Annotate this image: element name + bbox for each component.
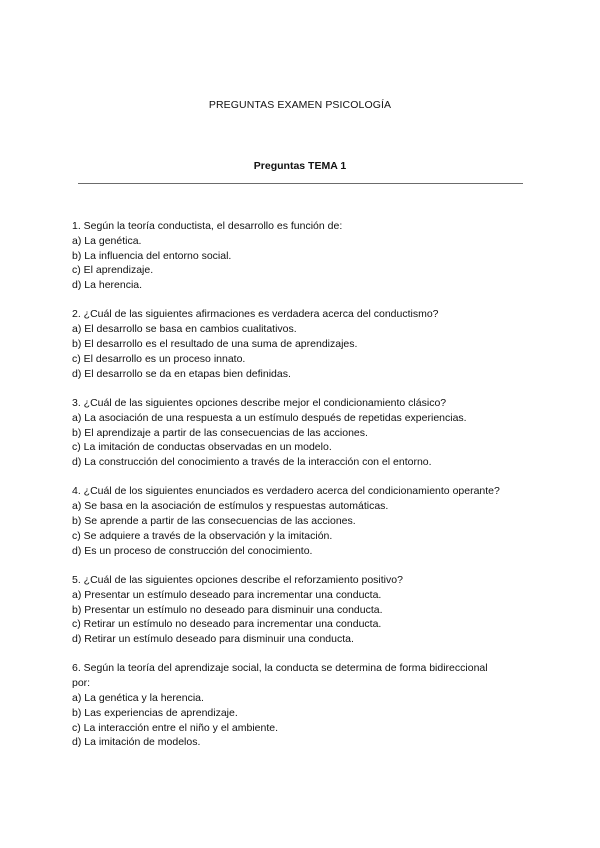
question-text: 6. Según la teoría del aprendizaje social, la conducta se determina de forma bidireccional (72, 662, 488, 675)
answer-option-d: d) Es un proceso de construcción del conocimiento. (72, 544, 313, 557)
question-text: 4. ¿Cuál de los siguientes enunciados es verdadero acerca del condicionamiento operante? (72, 485, 500, 498)
document-title: PREGUNTAS EXAMEN PSICOLOGÍA (208, 99, 392, 111)
question-5 (72, 573, 532, 647)
answer-option-d: d) La herencia. (72, 279, 143, 292)
answer-option-a: a) El desarrollo se basa en cambios cualitativos. (72, 323, 297, 336)
section-title: Preguntas TEMA 1 (253, 160, 347, 172)
answer-option-c: c) La interacción entre el niño y el ambiente. (72, 721, 279, 734)
answer-option-c: c) El desarrollo es un proceso innato. (72, 352, 246, 365)
answer-option-a: a) La genética. (72, 234, 142, 247)
answer-option-c: c) Retirar un estímulo no deseado para incrementar una conducta. (72, 618, 382, 631)
answer-option-b: b) El aprendizaje a partir de las consecuencias de las acciones. (72, 426, 368, 439)
answer-option-c: c) Se adquiere a través de la observación y la imitación. (72, 529, 333, 542)
answer-option-d: d) Retirar un estímulo deseado para disminuir una conducta. (72, 633, 354, 646)
question-4 (72, 484, 532, 558)
answer-option-b: b) Presentar un estímulo no deseado para disminuir una conducta. (72, 603, 383, 616)
answer-option-b: b) El desarrollo es el resultado de una suma de aprendizajes. (72, 338, 358, 351)
answer-option-a: a) La genética y la herencia. (72, 692, 204, 705)
question-text: 1. Según la teoría conductista, el desarrollo es función de: (72, 220, 343, 232)
answer-option-b: b) La influencia del entorno social. (72, 249, 232, 262)
question-text: 2. ¿Cuál de las siguientes afirmaciones es verdadera acerca del conductismo? (72, 308, 439, 321)
question-2 (72, 307, 532, 381)
question-text-continued: por: (72, 677, 91, 690)
answer-option-a: a) La asociación de una respuesta a un estímulo después de repetidas experiencias. (72, 411, 467, 424)
question-1 (72, 219, 532, 293)
answer-option-d: d) El desarrollo se da en etapas bien definidas. (72, 367, 291, 380)
answer-option-c: c) El aprendizaje. (72, 264, 154, 277)
question-text: 3. ¿Cuál de las siguientes opciones describe mejor el condicionamiento clásico? (72, 396, 447, 409)
answer-option-d: d) La imitación de modelos. (72, 736, 201, 749)
answer-option-a: a) Presentar un estímulo deseado para incrementar una conducta. (72, 588, 382, 601)
question-text: 5. ¿Cuál de las siguientes opciones describe el reforzamiento positivo? (72, 573, 403, 586)
question-3 (72, 396, 532, 470)
horizontal-rule (78, 183, 523, 184)
answer-option-c: c) La imitación de conductas observadas en un modelo. (72, 441, 332, 454)
question-6 (72, 661, 532, 750)
answer-option-d: d) La construcción del conocimiento a través de la interacción con el entorno. (72, 456, 432, 469)
question-list (72, 219, 532, 765)
answer-option-b: b) Se aprende a partir de las consecuencias de las acciones. (72, 515, 356, 528)
answer-option-a: a) Se basa en la asociación de estímulos y respuestas automáticas. (72, 500, 389, 513)
answer-option-b: b) Las experiencias de aprendizaje. (72, 706, 238, 719)
